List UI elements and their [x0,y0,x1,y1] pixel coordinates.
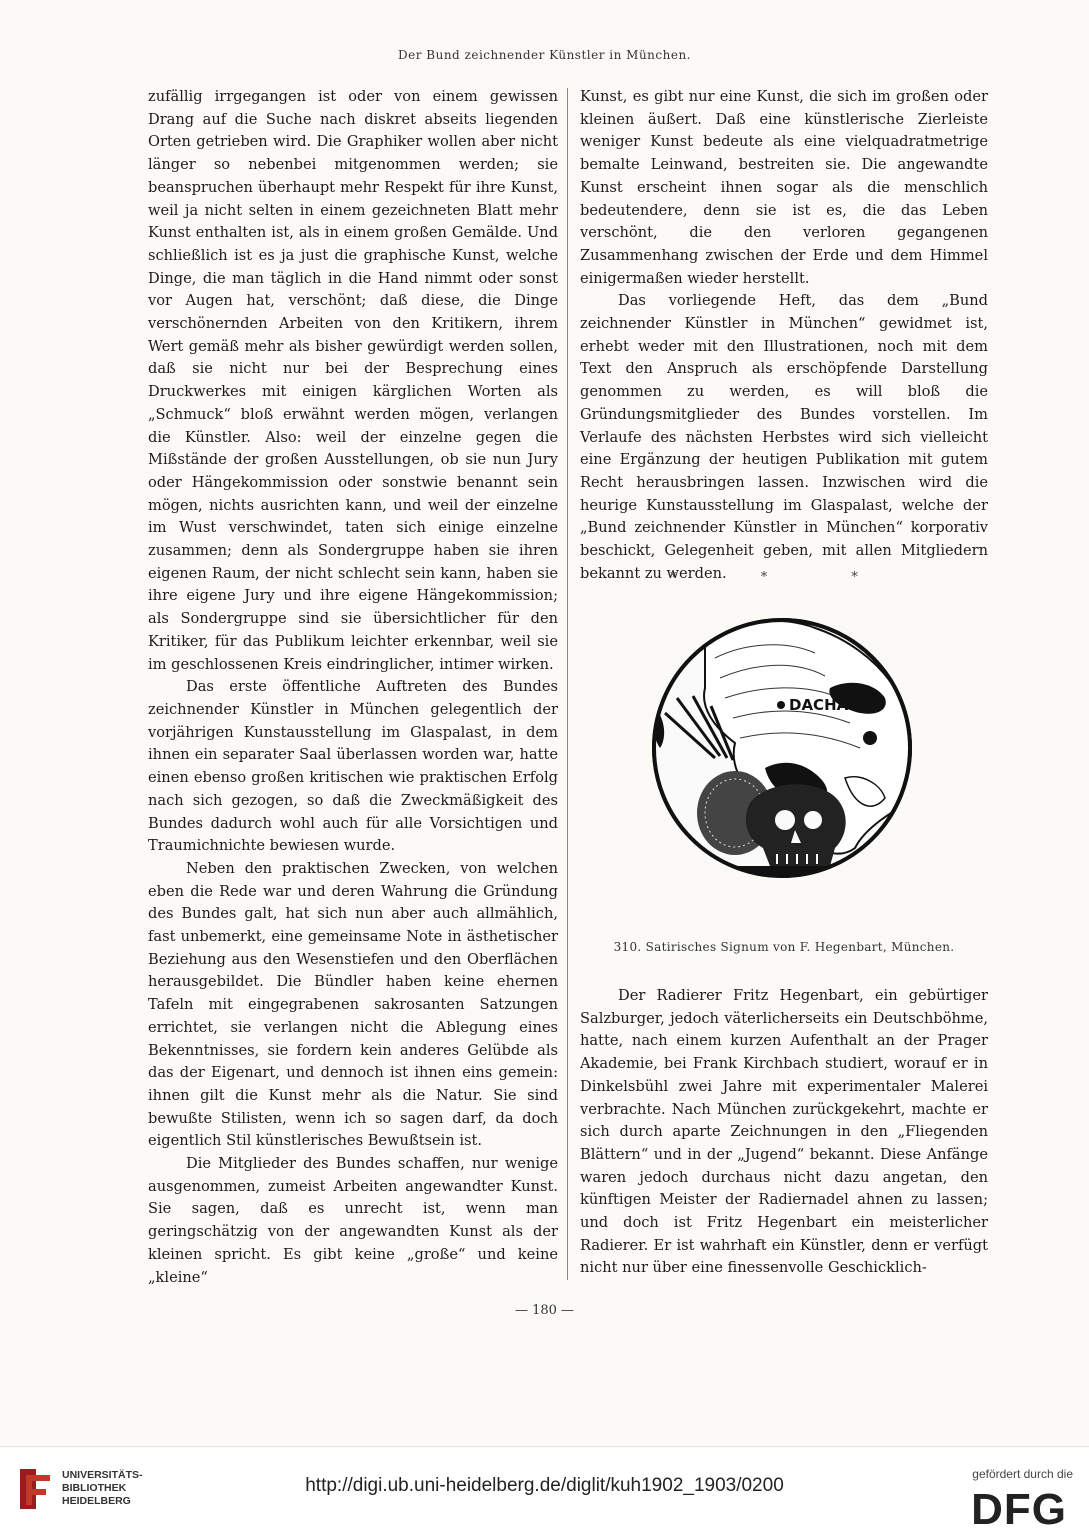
funding-text: gefördert durch die [972,1467,1073,1481]
left-column [148,86,558,1289]
paragraph: zufällig irrgegangen ist oder von einem gewissen Drang auf die Suche nach diskret abseits liegenden Orten getrieben wird. Die Graphiker wollen aber nicht länger so nebenbei mitgenommen werden; sie beanspruchen überhaupt mehr Respekt für ihre Kunst, weil ja nicht selten in einem gezeichneten Blatt mehr Kunst enthalten ist, als in einem großen Gemälde. Und schließlich ist es ja just die graphische Kunst, welche Dinge, die man täglich in die Hand nimmt oder sonst vor Augen hat, verschönt; daß diese, die Dinge verschönernden Arbeiten von den Kritikern, ihrem Wert gemäß mehr als bisher gewürdigt werden sollen, daß sie nicht nur bei der Besprechung eines Druckwerkes mit einigen kärglichen Worten als „Schmuck“ bloß erwähnt werden mögen, verlangen die Künstler. Also: weil der einzelne gegen die Mißstände der großen Ausstellungen, ob sie nun Jury oder Hängekommission oder sonstwie benannt sein mögen, nichts ausrichten kann, und weil der einzelne im Wust verschwindet, taten sich einige einzelne zusammen; denn als Sondergruppe haben sie ihren eigenen Raum, der nicht schlecht sein kann, haben sie ihre eigene Jury und ihre eigene Hängekommission; als Sondergruppe sind sie übersichtlicher für den Kritiker, für das Publikum leichter erkennbar, weil sie im geschlossenen Kreis eindringlicher, intimer wirken. [148,88,558,673]
page-number: — 180 — [514,1303,575,1318]
column-divider [567,88,568,1280]
viewer-footer [0,1446,1089,1537]
map-label: DACHAU [789,696,860,714]
figure-caption: 310. Satirisches Signum von F. Hegenbart, München. [613,940,955,954]
satirical-signum-image [645,598,919,928]
dfg-logo[interactable]: DFG [971,1485,1067,1534]
paragraph: Die Mitglieder des Bundes schaffen, nur wenige ausgenommen, zumeist Arbeiten angewandter Kunst. Sie sagen, daß es unrecht ist, wenn man geringschätzig von der angewandten Kunst als der kleinen spricht. Es gibt keine „große“ und keine „kleine“ [148,1155,558,1286]
paragraph: Das erste öffentliche Auftreten des Bundes zeichnender Künstler in München gelegentlich der vorjährigen Kunstausstellung im Glaspalast, in dem ihnen ein separater Saal überlassen worden war, hatte einen ebenso großen kritischen wie praktischen Erfolg nach sich gezogen, so daß die Zweckmäßigkeit des Bundes dadurch wohl auch für alle Vorsichtigen und Traumichnichte bewiesen wurde. [148,678,558,855]
figure-illustration [645,598,919,928]
institution-name[interactable]: UNIVERSITÄTS- BIBLIOTHEK HEIDELBERG [62,1469,143,1507]
section-separator: * * * [670,570,898,585]
paragraph: Kunst, es gibt nur eine Kunst, die sich im großen oder kleinen äußert. Daß eine künstlerische Zierleiste weniger Kunst bedeute als eine vielquadratmetrige bemalte Leinwand, bestreiten sie. Die angewandte Kunst erscheint ihnen sogar als die menschlich bedeutendere, denn sie ist es, die das Leben verschönt, die den verloren gegangenen Zusammenhang zwischen der Erde und dem Himmel einigermaßen wieder herstellt. [580,88,988,287]
paragraph: Das vorliegende Heft, das dem „Bund zeichnender Künstler in München“ gewidmet ist, erhebt weder mit den Illustrationen, noch mit dem Text den Anspruch als erschöpfende Darstellung genommen zu werden, es will bloß die Gründungsmitglieder des Bundes vorstellen. Im Verlaufe des nächsten Herbstes wird sich vielleicht eine Ergänzung der heutigen Publikation mit gutem Recht herausbringen lassen. Inzwischen wird die heurige Kunstausstellung im Glaspalast, welche der „Bund zeichnender Künstler in München“ korporativ beschickt, Gelegenheit geben, mit allen Mitgliedern bekannt zu werden. [580,292,988,582]
paragraph: Neben den praktischen Zwecken, von welchen eben die Rede war und deren Wahrung die Gründung des Bundes galt, hat sich nun aber auch allmählich, fast unbemerkt, eine gemeinsame Note in ästhetischer Beziehung aus den Wesenstiefen und den Oberflächen herausgebildet. Die Bündler haben keine ehernen Tafeln mit eingegrabenen sakrosanten Satzungen errichtet, sie verlangen nicht die Ablegung eines Bekenntnisses, sie fordern kein anderes Gelübde als das der Eigenart, und dennoch ist ihnen eins gemein: ihnen gilt die Kunst mehr als die Natur. Sie sind bewußte Stilisten, wenn ich so sagen darf, da doch eigentlich Stil künstlerisches Bewußtsein ist. [148,859,558,1150]
document-url-link[interactable]: http://digi.ub.uni-heidelberg.de/diglit/kuh1902_1903/0200 [305,1475,784,1496]
right-column [580,86,988,585]
running-head: Der Bund zeichnender Künstler in München. [398,48,691,62]
right-column-lower [580,985,988,1280]
paragraph: Der Radierer Fritz Hegenbart, ein gebürtiger Salzburger, jedoch väterlicherseits ein Deutschböhme, hatte, nach einem kurzen Aufenthalt an der Prager Akademie, bei Frank Kirchbach studiert, worauf er in Dinkelsbühl zwei Jahre mit experimentaler Malerei verbrachte. Nach München zurückgekehrt, machte er sich durch aparte Zeichnungen in den „Fliegenden Blättern“ und in der „Jugend“ bekannt. Diese Anfänge waren jedoch durchaus nicht dazu angetan, den künftigen Meister der Radiernadel ahnen zu lassen; und doch ist Fritz Hegenbart ein meisterlicher Radierer. Er ist wahrhaft ein Künstler, denn er verfügt nicht nur über eine finessenvolle Geschicklich- [580,987,988,1277]
